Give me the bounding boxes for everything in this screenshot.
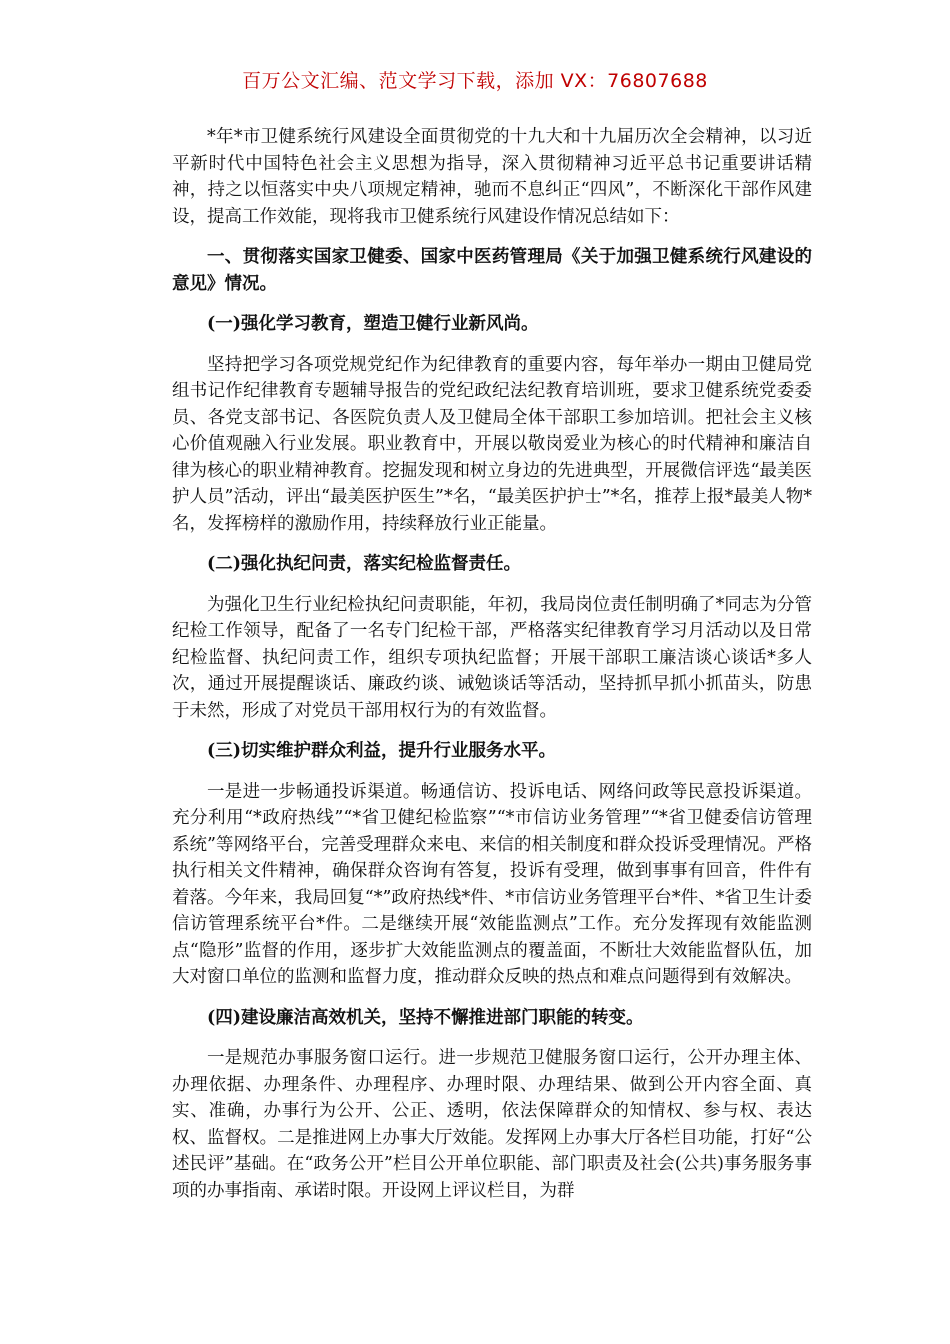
document-body — [172, 124, 812, 1218]
intro-paragraph: *年*市卫健系统行风建设全面贯彻党的十九大和十九届历次全会精神，以习近平新时代中国特色社会主义思想为指导，深入贯彻精神习近平总书记重要讲话精神，持之以恒落实中央八项规定精神，驰而不息纠正“四风”，不断深化干部作风建设，提高工作效能，现将我市卫健系统行风建设作情况总结如下： — [172, 127, 812, 227]
subsection-4-heading: (四)建设廉洁高效机关，坚持不懈推进部门职能的转变。 — [207, 1007, 644, 1028]
subsection-1-heading: (一)强化学习教育，塑造卫健行业新风尚。 — [207, 314, 539, 334]
subsection-2-heading: (二)强化执纪问责，落实纪检监督责任。 — [207, 554, 522, 574]
subsection-1-paragraph: 坚持把学习各项党规党纪作为纪律教育的重要内容，每年举办一期由卫健局党组书记作纪律教育专题辅导报告的党纪政纪法纪教育培训班，要求卫健系统党委委员、各党支部书记、各医院负责人及卫健局全体干部职工参加培训。把社会主义核心价值观融入行业发展。职业教育中，开展以敬岗爱业为核心的时代精神和廉洁自律为核心的职业精神教育。挖掘发现和树立身边的先进典型，开展微信评选“最美医护人员”活动，评出“最美医护医生”*名，“最美医护护士”*名，推荐上报*最美人物*名，发挥榜样的激励作用，持续释放行业正能量。 — [172, 354, 812, 534]
page-header-banner: 百万公文汇编、范文学习下载，添加 VX：76807688 — [242, 70, 708, 92]
subsection-2-paragraph: 为强化卫生行业纪检执纪问责职能，年初，我局岗位责任制明确了*同志为分管纪检工作领导，配备了一名专门纪检干部，严格落实纪律教育学习月活动以及日常纪检监督、执纪问责工作，组织专项执纪监督；开展干部职工廉洁谈心谈话*多人次，通过开展提醒谈话、廉政约谈、诫勉谈话等活动，坚持抓早抓小抓苗头，防患于未然，形成了对党员干部用权行为的有效监督。 — [172, 594, 812, 721]
subsection-3-heading: (三)切实维护群众利益，提升行业服务水平。 — [207, 741, 557, 761]
section-1-heading: 一、贯彻落实国家卫健委、国家中医药管理局《关于加强卫健系统行风建设的意见》情况。 — [172, 247, 812, 294]
subsection-4-paragraph: 一是规范办事服务窗口运行。进一步规范卫健服务窗口运行，公开办理主体、办理依据、办理条件、办理程序、办理时限、办理结果、做到公开内容全面、真实、准确，办事行为公开、公正、透明，依法保障群众的知情权、参与权、表达权、监督权。二是推进网上办事大厅效能。发挥网上办事大厅各栏目功能，打好“公述民评”基础。在“政务公开”栏目公开单位职能、部门职责及社会(公共)事务服务事项的办事指南、承诺时限。开设网上评议栏目，为群 — [172, 1048, 812, 1201]
subsection-3-paragraph: 一是进一步畅通投诉渠道。畅通信访、投诉电话、网络问政等民意投诉渠道。充分利用“*政府热线”“*省卫健纪检监察”“*市信访业务管理”“*省卫健委信访管理系统”等网络平台，完善受理群众来电、来信的相关制度和群众投诉受理情况。严格执行相关文件精神，确保群众咨询有答复，投诉有受理，做到事事有回音，件件有着落。今年来，我局回复“*”政府热线*件、*市信访业务管理平台*件、*省卫生计委信访管理系统平台*件。二是继续开展“效能监测点”工作。充分发挥现有效能监测点“隐形”监督的作用，逐步扩大效能监测点的覆盖面，不断壮大效能监督队伍，加大对窗口单位的监测和监督力度，推动群众反映的热点和难点问题得到有效解决。 — [172, 781, 812, 987]
